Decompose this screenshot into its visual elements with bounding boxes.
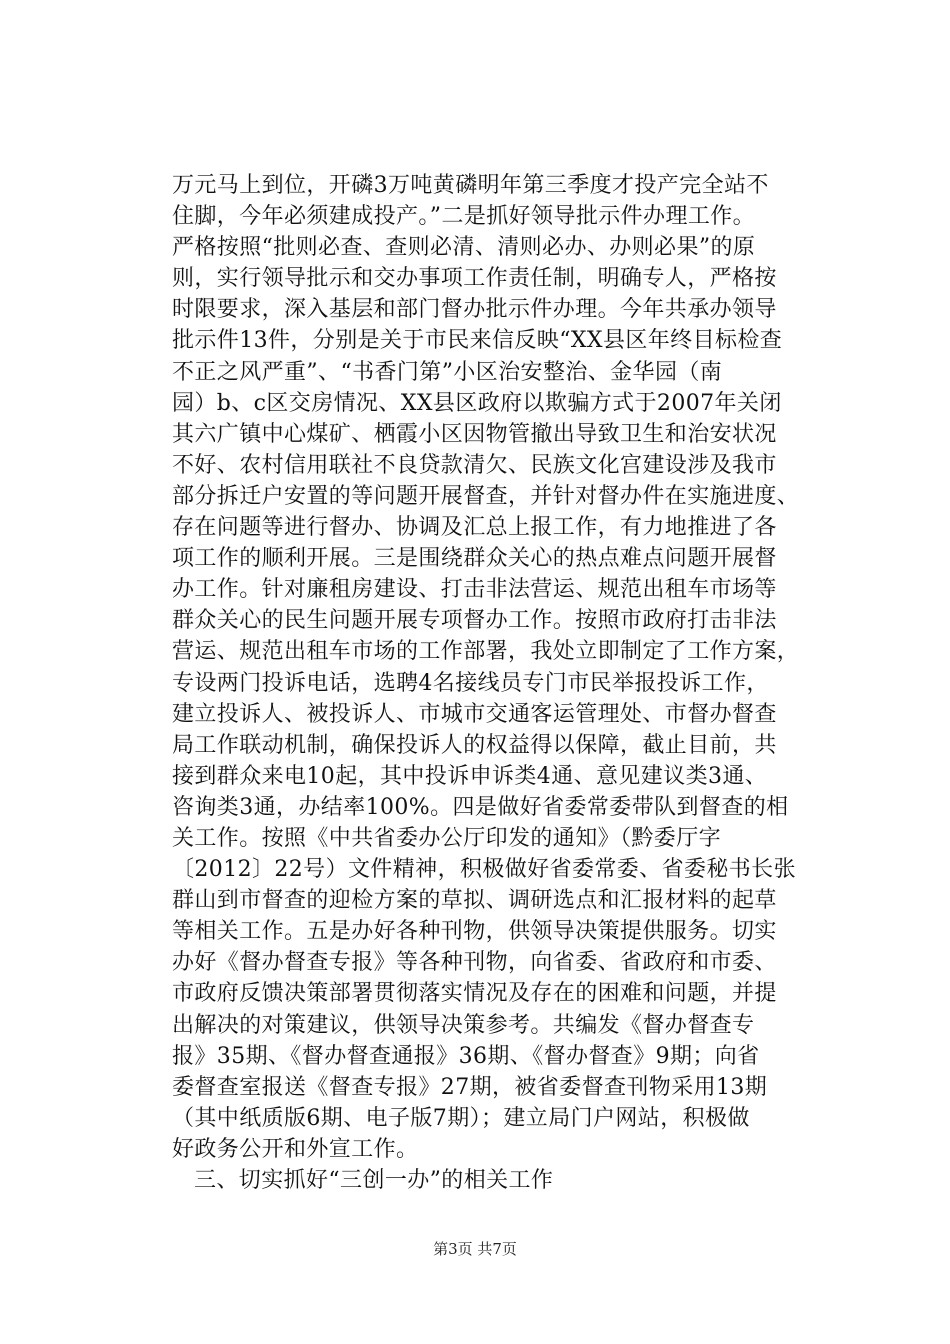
text-line: 办好《督办督查专报》等各种刊物，向省委、省政府和市委、 [172,950,777,976]
text-line: 委督查室报送《督查专报》27期，被省委督查刊物采用13期 [172,1074,768,1100]
text-line: 咨询类3通，办结率100%。四是做好省委常委带队到督查的相 [172,794,789,820]
text-line: 营运、规范出租车市场的工作部署，我处立即制定了工作方案， [172,639,800,665]
text-line: 群山到市督查的迎检方案的草拟、调研选点和汇报材料的起草 [172,888,777,914]
text-line: 群众关心的民生问题开展专项督办工作。按照市政府打击非法 [172,608,777,634]
text-line: 市政府反馈决策部署贯彻落实情况及存在的困难和问题，并提 [172,981,777,1007]
text-line: 部分拆迁户安置的等问题开展督查，并针对督办件在实施进度、 [172,483,800,509]
text-line: 出解决的对策建议，供领导决策参考。共编发《督办督查专 [172,1012,755,1038]
text-line: 严格按照“批则必查、查则必清、清则必办、办则必果”的原 [172,235,756,261]
text-line: 时限要求，深入基层和部门督办批示件办理。今年共承办领导 [172,297,777,323]
text-line: 不好、农村信用联社不良贷款清欠、民族文化宫建设涉及我市 [172,452,777,478]
text-line: 项工作的顺利开展。三是围绕群众关心的热点难点问题开展督 [172,546,777,572]
text-line: 专设两门投诉电话，选聘4名接线员专门市民举报投诉工作， [172,670,769,696]
text-line: 接到群众来电10起，其中投诉申诉类4通、意见建议类3通、 [172,763,768,789]
section-heading: 三、切实抓好“三创一办”的相关工作 [194,1168,554,1193]
text-line: 万元马上到位，开磷3万吨黄磷明年第三季度才投产完全站不 [172,173,769,198]
page-footer [0,1239,950,1259]
text-line: 好政务公开和外宣工作。 [172,1136,419,1162]
text-line: 等相关工作。五是办好各种刊物，供领导决策提供服务。切实 [172,919,777,945]
body-text [172,170,832,1196]
text-line: 则，实行领导批示和交办事项工作责任制，明确专人，严格按 [172,266,777,292]
text-line: 报》35期、《督办督查通报》36期、《督办督查》9期；向省 [172,1043,760,1069]
page-number-label: 第3页 共7页 [433,1240,517,1258]
text-line: 存在问题等进行督办、协调及汇总上报工作，有力地推进了各 [172,515,777,541]
text-line: 园）b、c区交房情况、XX县区政府以欺骗方式于2007年关闭 [172,390,782,416]
text-line: 住脚，今年必须建成投产。”二是抓好领导批示件办理工作。 [172,204,756,230]
text-line: 关工作。按照《中共省委办公厅印发的通知》（黔委厅字 [172,825,722,851]
text-line: 〔2012〕22号）文件精神，积极做好省委常委、省委秘书长张 [172,857,796,883]
text-line: 批示件13件，分别是关于市民来信反映“XX县区年终目标检查 [172,328,783,354]
text-line: 建立投诉人、被投诉人、市城市交通客运管理处、市督办督查 [172,701,777,727]
text-line: 办工作。针对廉租房建设、打击非法营运、规范出租车市场等 [172,577,777,603]
text-line: 不正之风严重”、“书香门第”小区治安整治、金华园（南 [172,359,723,385]
text-line: 其六广镇中心煤矿、栖霞小区因物管撤出导致卫生和治安状况 [172,421,777,447]
text-line: 局工作联动机制，确保投诉人的权益得以保障，截止目前，共 [172,732,777,758]
text-line: （其中纸质版6期、电子版7期）；建立局门户网站，积极做 [172,1105,750,1131]
